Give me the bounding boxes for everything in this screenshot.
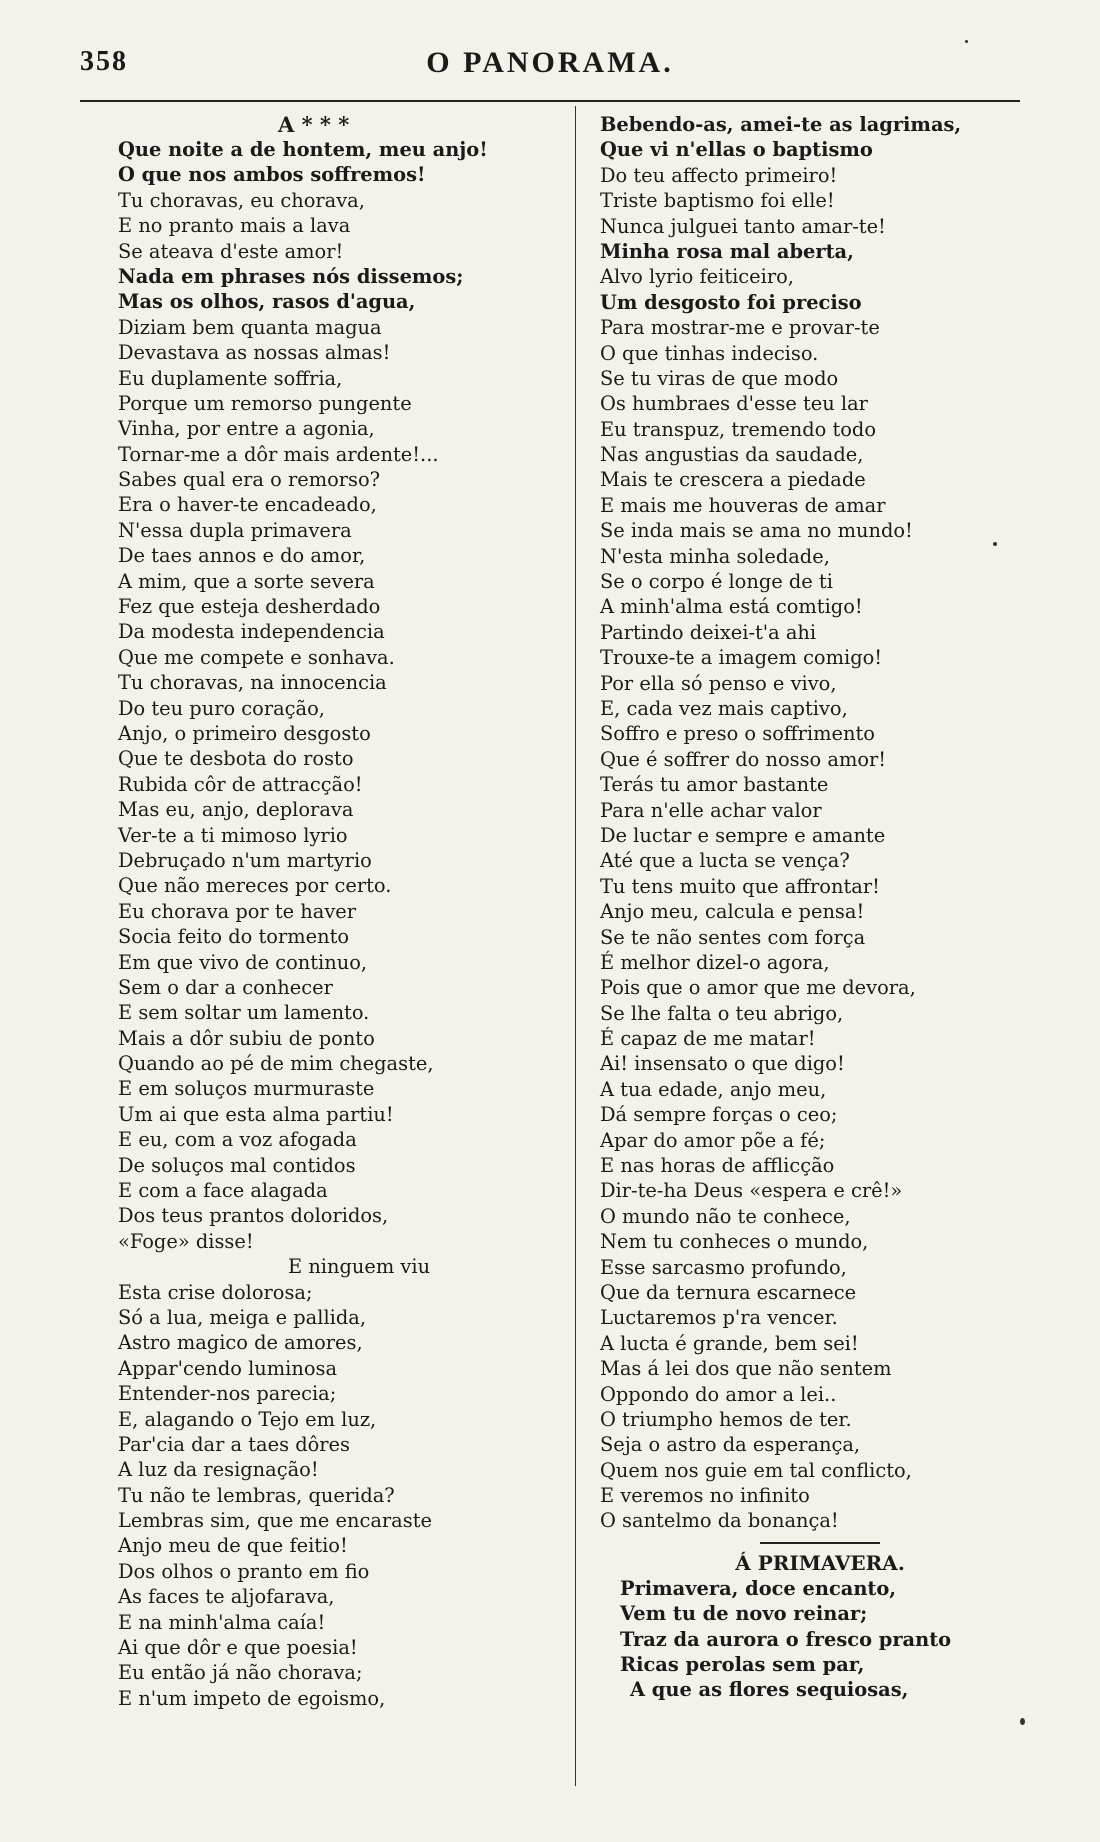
poem-line: Nem tu conheces o mundo, [600, 1230, 869, 1254]
poem-line: Entender-nos parecia; [118, 1382, 337, 1406]
poem-line: Do teu puro coração, [118, 696, 325, 720]
poem-line: E com a face alagada [118, 1179, 328, 1203]
poem-line: Mais te crescera a piedade [600, 468, 866, 492]
poem-line: Devastava as nossas almas! [118, 341, 391, 365]
poem-line: Nas angustias da saudade, [600, 443, 864, 467]
poem-line: Alvo lyrio feiticeiro, [600, 265, 794, 289]
poem-line: Ver-te a ti mimoso lyrio [118, 823, 348, 847]
poem-line: O santelmo da bonança! [600, 1509, 839, 1533]
spring-poem-line: Ricas perolas sem par, [620, 1653, 865, 1677]
poem-line: Se tu viras de que modo [600, 366, 839, 390]
ink-speck [1020, 1718, 1025, 1725]
poem-line: E, cada vez mais captivo, [600, 696, 848, 720]
poem-line: Se lhe falta o teu abrigo, [600, 1001, 844, 1025]
column-divider [575, 106, 576, 1786]
poem-line: Appar'cendo luminosa [118, 1356, 338, 1380]
ink-speck [965, 40, 968, 43]
poem-line: «Foge» disse! [118, 1229, 254, 1253]
poem-line: Dos olhos o pranto em fio [118, 1559, 370, 1583]
poem-line: Quando ao pé de mim chegaste, [118, 1052, 434, 1076]
poem-line: Que me compete e sonhava. [118, 645, 395, 669]
poem-line: Até que a lucta se vença? [600, 849, 850, 873]
section-rule [760, 1542, 880, 1544]
page-number: 358 [80, 46, 128, 77]
section-heading: Á PRIMAVERA. [735, 1550, 905, 1575]
poem-line: E sem soltar um lamento. [118, 1001, 370, 1025]
poem-line: Rubida côr de attracção! [118, 772, 363, 796]
poem-line: Para mostrar-me e provar-te [600, 316, 880, 340]
poem-line: Anjo meu de que feitio! [118, 1534, 348, 1558]
poem-line: Para n'elle achar valor [600, 798, 822, 822]
poem-line: Anjo meu, calcula e pensa! [600, 900, 865, 924]
poem-line: E na minh'alma caía! [118, 1610, 326, 1634]
poem-line: Um ai que esta alma partiu! [118, 1102, 394, 1126]
poem-line: Do teu affecto primeiro! [600, 163, 838, 187]
poem-line: Se o corpo é longe de ti [600, 570, 833, 594]
page-header [80, 40, 1020, 90]
poem-line: Mas á lei dos que não sentem [600, 1357, 892, 1381]
poem-line: Sem o dar a conhecer [118, 975, 333, 999]
poem-line: Tu não te lembras, querida? [118, 1483, 395, 1507]
spring-poem-line: A que as flores sequiosas, [630, 1678, 909, 1702]
poem-line: Era o haver-te encadeado, [118, 493, 377, 517]
poem-line: Esta crise dolorosa; [118, 1280, 313, 1304]
poem-line: Dá sempre forças o ceo; [600, 1103, 838, 1127]
poem-line: Triste baptismo foi elle! [600, 189, 835, 213]
poem-line: O que nos ambos soffremos! [118, 163, 426, 187]
poem-line: E eu, com a voz afogada [118, 1128, 357, 1152]
poem-line: Pois que o amor que me devora, [600, 976, 916, 1000]
poem-line: Que vi n'ellas o baptismo [600, 138, 873, 162]
poem-line: Apar do amor põe a fé; [600, 1128, 826, 1152]
poem-line: Que da ternura escarnece [600, 1280, 857, 1304]
spring-poem-line: Vem tu de novo reinar; [620, 1602, 868, 1626]
poem-heading: A * * * [278, 112, 350, 137]
poem-line: De taes annos e do amor, [118, 544, 366, 568]
poem-line: Luctaremos p'ra vencer. [600, 1306, 838, 1330]
poem-line: Nunca julguei tanto amar-te! [600, 214, 886, 238]
poem-line: Que noite a de hontem, meu anjo! [118, 138, 488, 161]
poem-line: De luctar e sempre e amante [600, 823, 886, 847]
poem-line: O que tinhas indeciso. [600, 341, 819, 365]
poem-line: A lucta é grande, bem sei! [600, 1331, 859, 1355]
poem-line: Dos teus prantos doloridos, [118, 1204, 389, 1228]
poem-line: Tu tens muito que affrontar! [600, 874, 880, 898]
poem-line: Porque um remorso pungente [118, 391, 412, 415]
poem-line: É capaz de me matar! [600, 1027, 816, 1051]
poem-line: E veremos no infinito [600, 1484, 810, 1508]
poem-line: Um desgosto foi preciso [600, 290, 862, 314]
poem-line: Lembras sim, que me encaraste [118, 1509, 432, 1533]
poem-line: Ai! insensato o que digo! [600, 1052, 845, 1076]
poem-line: Terás tu amor bastante [600, 773, 829, 797]
left-poem-lines [118, 137, 558, 1711]
poem-line: E em soluços murmuraste [118, 1077, 375, 1101]
poem-line: Mas os olhos, rasos d'agua, [118, 290, 416, 314]
right-poem-lines [600, 112, 1040, 1534]
poem-line: Socia feito do tormento [118, 925, 350, 949]
journal-title: O PANORAMA. [426, 46, 674, 79]
poem-line: Trouxe-te a imagem comigo! [600, 646, 883, 670]
header-rule [80, 100, 1020, 102]
poem-line: Minha rosa mal aberta, [600, 239, 854, 263]
ink-speck [993, 542, 997, 546]
poem-line: N'esta minha soledade, [600, 544, 830, 568]
poem-line: Dir-te-ha Deus «espera e crê!» [600, 1179, 903, 1203]
poem-line: Debruçado n'um martyrio [118, 848, 372, 872]
poem-line: Tu choravas, eu chorava, [118, 188, 365, 212]
poem-line: E, alagando o Tejo em luz, [118, 1407, 377, 1431]
poem-line: E no pranto mais a lava [118, 214, 351, 238]
poem-line: É melhor dizel-o agora, [600, 950, 830, 974]
poem-line: Que te desbota do rosto [118, 747, 354, 771]
poem-line: Por ella só penso e vivo, [600, 671, 837, 695]
poem-line: O triumpho hemos de ter. [600, 1407, 852, 1431]
poem-line: Esse sarcasmo profundo, [600, 1255, 847, 1279]
poem-line: As faces te aljofarava, [118, 1585, 335, 1609]
poem-line: Partindo deixei-t'a ahi [600, 620, 817, 644]
poem-line: Soffro e preso o soffrimento [600, 722, 875, 746]
right-column [600, 112, 1040, 1703]
poem-line: A mim, que a sorte severa [118, 569, 375, 593]
poem-line: Que não mereces por certo. [118, 874, 392, 898]
poem-line: Ai que dôr e que poesia! [118, 1636, 358, 1660]
poem-line: Mas eu, anjo, deplorava [118, 798, 354, 822]
poem-line: Eu duplamente soffria, [118, 366, 343, 390]
poem-line: A luz da resignação! [118, 1458, 319, 1482]
poem-line: Bebendo-as, amei-te as lagrimas, [600, 113, 962, 136]
poem-line: Tu choravas, na innocencia [118, 671, 387, 695]
poem-line: E n'um impeto de egoismo, [118, 1686, 386, 1710]
poem-line: E nas horas de afflicção [600, 1154, 835, 1178]
poem-line: Vinha, por entre a agonia, [118, 417, 375, 441]
poem-line: Mais a dôr subiu de ponto [118, 1026, 375, 1050]
poem-line: Par'cia dar a taes dôres [118, 1432, 350, 1456]
poem-line: Se ateava d'este amor! [118, 239, 344, 263]
spring-poem-line: Primavera, doce encanto, [620, 1576, 897, 1600]
poem-line: Fez que esteja desherdado [118, 595, 381, 619]
poem-line: A minh'alma está comtigo! [600, 595, 863, 619]
poem-line: Se inda mais se ama no mundo! [600, 519, 913, 543]
poem-line: Só a lua, meiga e pallida, [118, 1305, 366, 1329]
poem-line: Se te não sentes com força [600, 925, 866, 949]
poem-line: Eu transpuz, tremendo todo [600, 417, 877, 441]
poem-line: Que é soffrer do nosso amor! [600, 747, 887, 771]
poem-line: Eu então já não chorava; [118, 1661, 363, 1685]
poem-line: N'essa dupla primavera [118, 518, 352, 542]
poem-line: E ninguem viu [288, 1255, 431, 1279]
poem-line: Em que vivo de continuo, [118, 950, 368, 974]
spring-poem-lines [600, 1576, 1040, 1703]
poem-line: E mais me houveras de amar [600, 493, 886, 517]
poem-line: Nada em phrases nós dissemos; [118, 264, 464, 288]
poem-line: A tua edade, anjo meu, [600, 1077, 827, 1101]
left-column [118, 112, 558, 1711]
poem-line: De soluços mal contidos [118, 1153, 356, 1177]
poem-line: Anjo, o primeiro desgosto [118, 721, 371, 745]
poem-line: Seja o astro da esperança, [600, 1433, 861, 1457]
poem-line: Sabes qual era o remorso? [118, 468, 381, 492]
poem-line: Da modesta independencia [118, 620, 385, 644]
spring-poem-line: Traz da aurora o fresco pranto [620, 1627, 952, 1651]
poem-line: Oppondo do amor a lei.. [600, 1382, 837, 1406]
poem-line: Quem nos guie em tal conflicto, [600, 1458, 912, 1482]
poem-line: Tornar-me a dôr mais ardente!... [118, 442, 439, 466]
poem-line: Astro magico de amores, [118, 1331, 363, 1355]
poem-line: Eu chorava por te haver [118, 899, 357, 923]
poem-line: Os humbraes d'esse teu lar [600, 392, 868, 416]
poem-line: Diziam bem quanta magua [118, 315, 382, 339]
poem-line: O mundo não te conhece, [600, 1204, 851, 1228]
